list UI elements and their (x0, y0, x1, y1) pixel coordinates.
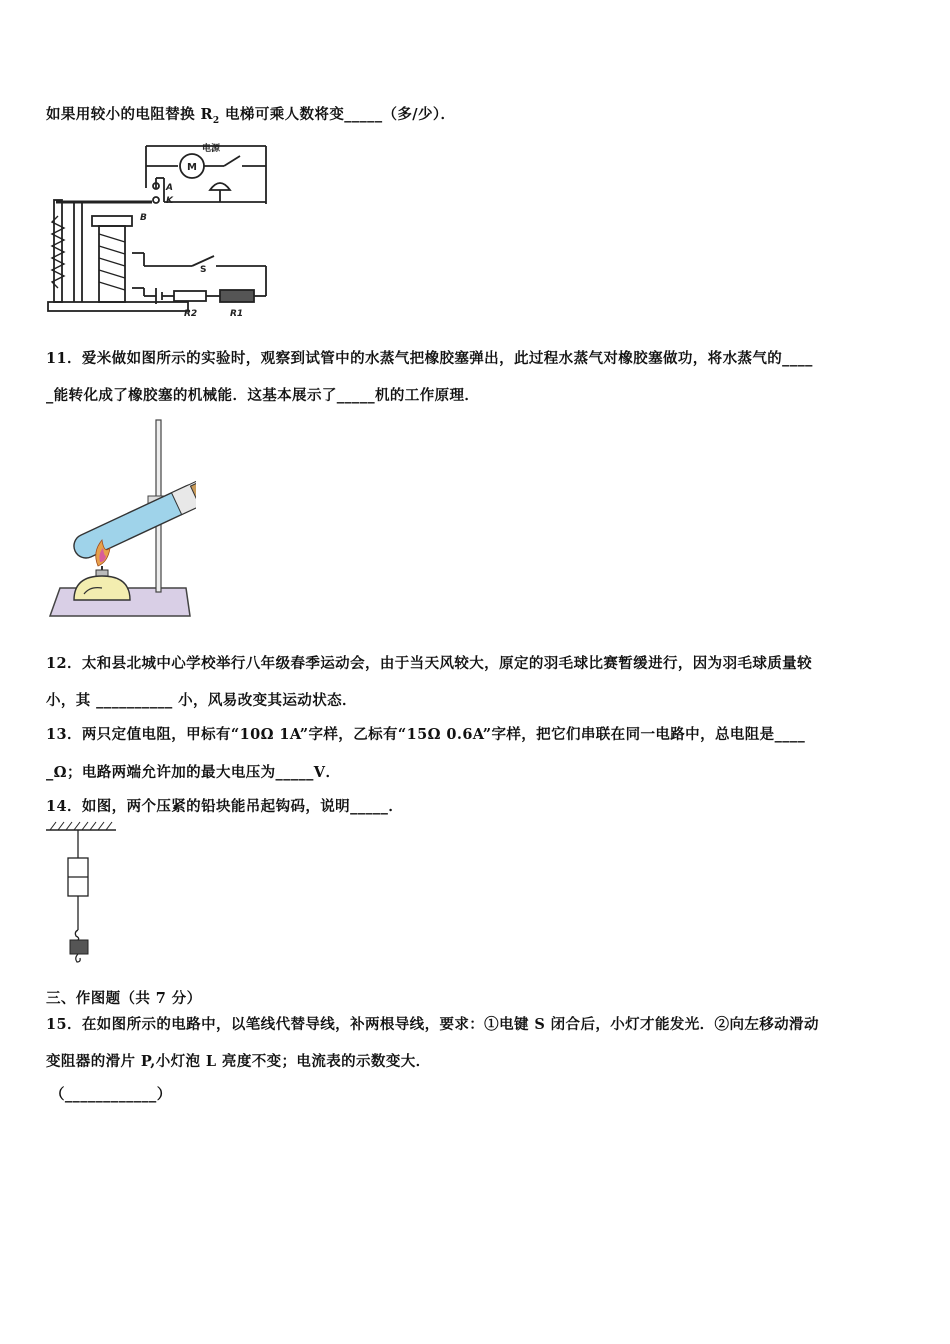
q12-line2: 小，其 __________ 小，风易改变其运动状态． (46, 692, 357, 709)
r2-label: R2 (184, 309, 198, 319)
q11-line2: _能转化成了橡胶塞的机械能．这基本展示了_____机的工作原理． (46, 387, 480, 404)
lead-blocks-figure (44, 820, 124, 970)
switch-s-label: S (200, 265, 207, 275)
q14-line1: 14．如图，两个压紧的铅块能吊起钩码，说明_____． (46, 798, 404, 815)
q13-line1: 13．两只定值电阻，甲标有“10Ω 1A”字样，乙标有“15Ω 0.6A”字样，把它们串联在同一电路中，总电阻是____ (46, 726, 806, 743)
q10-subscript: 2 (212, 115, 220, 126)
q13-line2: _Ω；电路两端允许加的最大电压为_____V． (46, 764, 341, 781)
q11-line1: 11．爱米做如图所示的实验时，观察到试管中的水蒸气把橡胶塞弹出，此过程水蒸气对橡胶塞做功，将水蒸气的____ (46, 350, 813, 367)
section3-title: 三、作图题（共 7 分） (46, 990, 202, 1007)
r1-label: R1 (230, 309, 244, 319)
q15-line1: 15．在如图所示的电路中，以笔线代替导线，补两根导线，要求：①电键 S 闭合后，小灯才能发光．②向左移动滑动 (46, 1016, 819, 1033)
q10-text-a: 如果用较小的电阻替换 R (46, 106, 213, 123)
contact-b-label: B (140, 213, 147, 223)
power-label: 电源 (202, 144, 221, 154)
contact-k-label: K (166, 196, 173, 206)
motor-label: M (187, 162, 197, 173)
q10-text-b: 电梯可乘人数将变_____（多/少）． (219, 106, 456, 123)
q15-answer-blank: （____________） (50, 1086, 172, 1103)
q10-line1 (46, 103, 455, 126)
q12-line1: 12．太和县北城中心学校举行八年级春季运动会，由于当天风较大，原定的羽毛球比赛暂缓进行，因为羽毛球质量较 (46, 655, 812, 672)
relay-circuit-figure (44, 138, 276, 323)
test-tube-figure (46, 416, 196, 626)
q15-line2: 变阻器的滑片 P,小灯泡 L 亮度不变；电流表的示数变大． (46, 1053, 431, 1070)
contact-a-label: A (166, 183, 173, 193)
